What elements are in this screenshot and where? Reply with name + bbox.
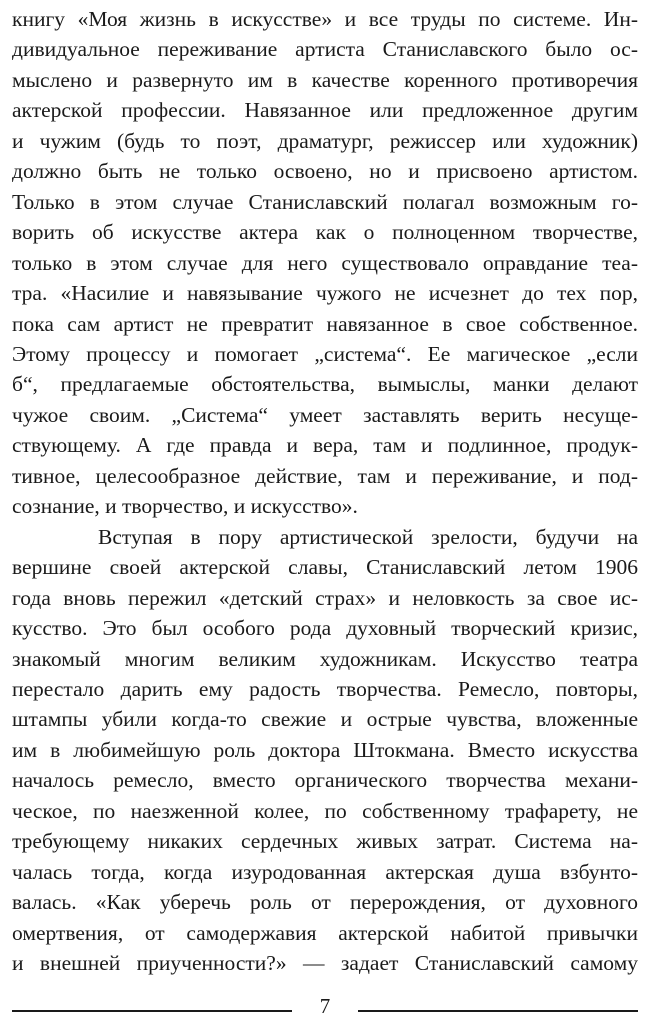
text-line: пока сам артист не превратит навязанное в свое собственное. bbox=[12, 311, 638, 336]
text-line: требующему никаких сердечных живых затрат. Система на- bbox=[12, 829, 638, 854]
footer-rule-right bbox=[358, 1010, 638, 1012]
paragraph-1 bbox=[12, 4, 638, 522]
text-line: чужое своим. „Система“ умеет заставлять верить несуще- bbox=[12, 402, 638, 427]
text-line: вершине своей актерской славы, Станиславский летом 1906 bbox=[12, 555, 638, 580]
text-line: началось ремесло, вместо органического творчества механи- bbox=[12, 768, 638, 793]
text-line: и чужим (будь то поэт, драматург, режиссер или художник) bbox=[12, 128, 638, 153]
paragraph-2 bbox=[12, 522, 638, 979]
text-line: тивное, целесообразное действие, там и переживание, и под- bbox=[12, 463, 638, 488]
text-line: штампы убили когда-то свежие и острые чувства, вложенные bbox=[12, 707, 638, 732]
text-line: года вновь пережил «детский страх» и неловкость за свое ис- bbox=[12, 585, 638, 610]
text-line: знакомый многим великим художникам. Искусство театра bbox=[12, 646, 638, 671]
text-line: ствующему. А где правда и вера, там и подлинное, продук- bbox=[12, 433, 638, 458]
text-line: б“, предлагаемые обстоятельства, вымыслы, манки делают bbox=[12, 372, 638, 397]
page-body bbox=[12, 4, 638, 979]
text-line: мыслено и развернуто им в качестве коренного противоречия bbox=[12, 67, 638, 92]
text-line: Этому процессу и помогает „система“. Ее магическое „если bbox=[12, 341, 638, 366]
text-line: кусство. Это был особого рода духовный творческий кризис, bbox=[12, 616, 638, 641]
text-line: ческое, по наезженной колее, по собственному трафарету, не bbox=[12, 798, 638, 823]
text-line: актерской профессии. Навязанное или предложенное другим bbox=[12, 98, 638, 123]
text-line: им в любимейшую роль доктора Штокмана. Вместо искусства bbox=[12, 737, 638, 762]
text-line: дивидуальное переживание артиста Станиславского было ос- bbox=[12, 37, 638, 62]
text-line: книгу «Моя жизнь в искусстве» и все труды по системе. Ин- bbox=[12, 7, 638, 31]
text-line: Только в этом случае Станиславский полагал возможным го- bbox=[12, 189, 638, 214]
page-number: 7 bbox=[319, 994, 331, 1018]
text-line: сознание, и творчество, и искусство». bbox=[12, 494, 358, 519]
text-line: ворить об искусстве актера как о полноценном творчестве, bbox=[12, 220, 638, 245]
text-line: тра. «Насилие и навязывание чужого не исчезнет до тех пор, bbox=[12, 281, 638, 306]
text-line: чалась тогда, когда изуродованная актерская душа взбунто- bbox=[12, 859, 638, 884]
text-line: омертвения, от самодержавия актерской набитой привычки bbox=[12, 920, 638, 945]
text-line: перестало дарить ему радость творчества. Ремесло, повторы, bbox=[12, 676, 638, 701]
text-line: Вступая в пору артистической зрелости, будучи на bbox=[98, 524, 638, 549]
text-line: и внешней приученности?» — задает Станиславский самому bbox=[12, 951, 638, 976]
text-line: должно быть не только освоено, но и присвоено артистом. bbox=[12, 159, 638, 184]
text-line: валась. «Как уберечь роль от перерождения, от духовного bbox=[12, 890, 638, 915]
text-line: только в этом случае для него существовало оправдание теа- bbox=[12, 250, 638, 275]
page-footer bbox=[12, 988, 638, 1018]
